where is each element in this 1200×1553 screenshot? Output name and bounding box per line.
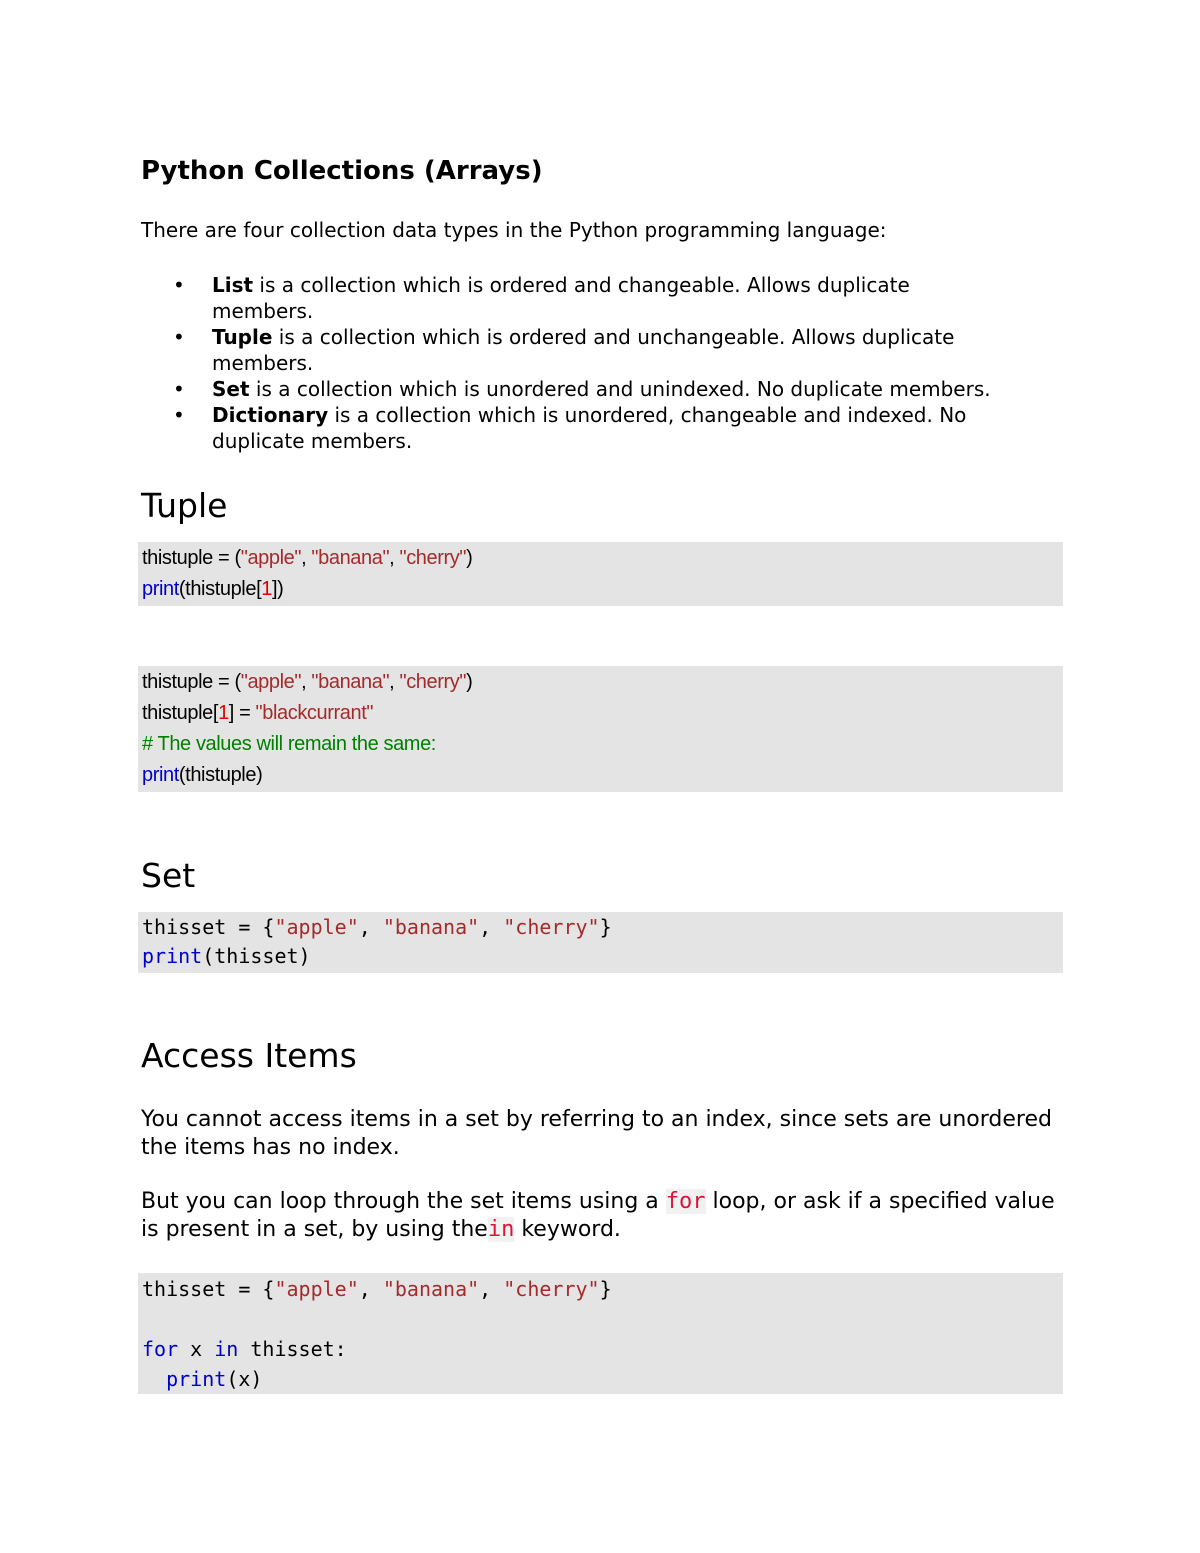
access-paragraph-1: You cannot access items in a set by referring to an index, since sets are unordered the items has no index. (141, 1107, 1052, 1160)
list-item (141, 324, 1061, 376)
code-line: print(x) (166, 1367, 263, 1391)
type-name: Set (212, 377, 250, 401)
list-item (141, 272, 1061, 324)
set-heading: Set (141, 856, 196, 895)
intro-text: There are four collection data types in the Python programming language: (141, 218, 887, 242)
inline-code-for: for (665, 1189, 706, 1214)
code-line: for x in thisset: (142, 1337, 347, 1361)
code-line: thisset = {"apple", "banana", "cherry"} (142, 1277, 612, 1301)
type-description: is a collection which is ordered and changeable. Allows duplicate (253, 273, 910, 297)
bullet-icon: • (173, 273, 185, 297)
code-line: print(thisset) (142, 944, 311, 968)
type-description: is a collection which is ordered and unchangeable. Allows duplicate (272, 325, 955, 349)
page-title: Python Collections (Arrays) (141, 156, 543, 186)
inline-code-in: in (487, 1217, 515, 1242)
bullet-icon: • (173, 403, 185, 427)
access-items-heading: Access Items (141, 1036, 357, 1075)
tuple-code-block-1 (138, 542, 1063, 606)
code-line: thistuple = ("apple", "banana", "cherry") (142, 547, 473, 569)
code-line: print(thistuple) (142, 764, 263, 786)
type-description-continued: members. (212, 299, 314, 323)
type-description: is a collection which is unordered and unindexed. No duplicate members. (249, 377, 991, 401)
bullet-icon: • (173, 325, 185, 349)
list-item (141, 376, 1061, 402)
access-paragraph-2: But you can loop through the set items using a for loop, or ask if a specified value is present in a set, by using thein keyword. (141, 1189, 1055, 1242)
list-item (141, 402, 1061, 454)
type-description-continued: duplicate members. (212, 429, 413, 453)
code-line: print(thistuple[1]) (142, 578, 284, 600)
type-description: is a collection which is unordered, changeable and indexed. No (328, 403, 967, 427)
set-code-block (138, 912, 1063, 973)
loop-code-block (138, 1273, 1063, 1394)
type-name: List (212, 273, 254, 297)
type-description-continued: members. (212, 351, 314, 375)
type-name: Dictionary (212, 403, 329, 427)
code-comment: # The values will remain the same: (142, 733, 436, 755)
tuple-code-block-2 (138, 666, 1063, 792)
code-line: thistuple[1] = "blackcurrant" (142, 702, 374, 724)
code-blank-line (142, 1304, 1063, 1334)
type-name: Tuple (212, 325, 273, 349)
code-line: thistuple = ("apple", "banana", "cherry") (142, 671, 473, 693)
tuple-heading: Tuple (141, 486, 228, 525)
collection-types-list (141, 272, 1061, 454)
bullet-icon: • (173, 377, 185, 401)
code-line: thisset = {"apple", "banana", "cherry"} (142, 915, 612, 939)
